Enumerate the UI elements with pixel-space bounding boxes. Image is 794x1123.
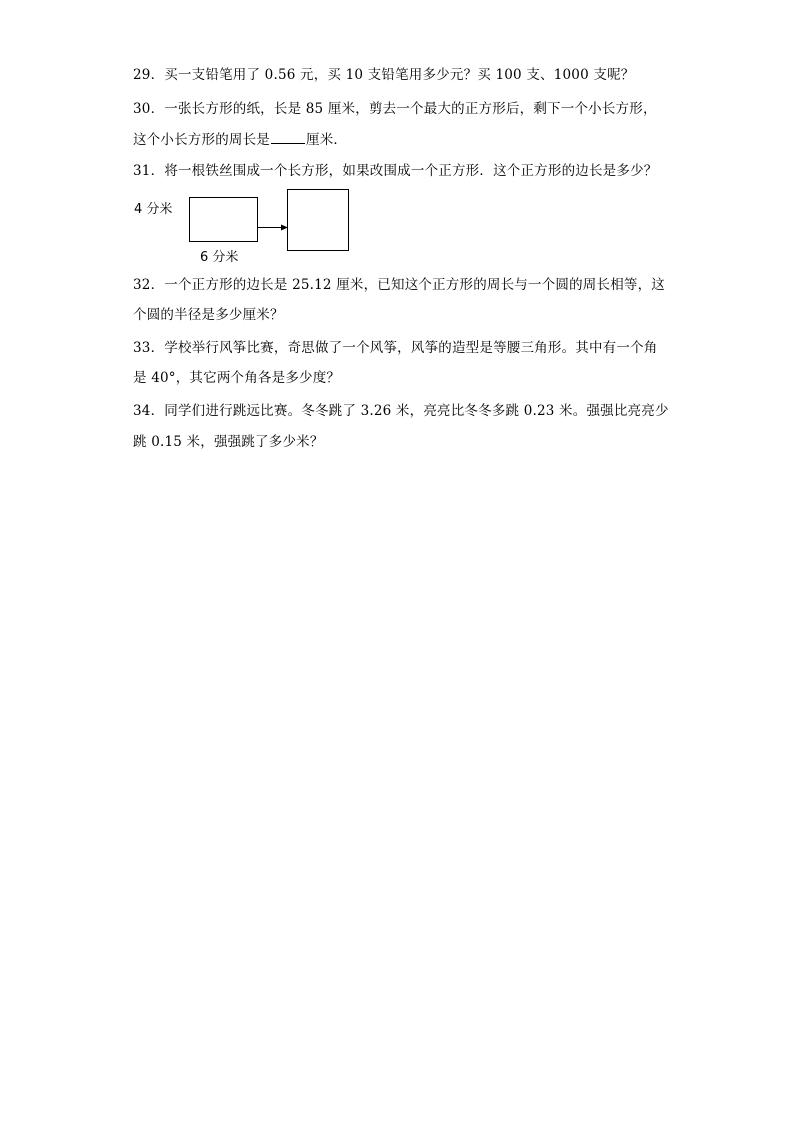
question-34-text-1: 34．同学们进行跳远比赛。冬冬跳了 3.26 米，亮亮比冬冬多跳 0.23 米。强强比亮亮少 — [133, 403, 669, 419]
answer-blank[interactable] — [271, 131, 305, 144]
question-34-line-1 — [133, 402, 669, 420]
figure-drawing — [130, 186, 370, 268]
question-34-text-2: 跳 0.15 米，强强跳了多少米？ — [133, 434, 324, 450]
question-33-text-1: 33．学校举行风筝比赛，奇思做了一个风筝，风筝的造型是等腰三角形。其中有一个角 — [133, 340, 658, 356]
question-33-line-1 — [133, 339, 657, 357]
question-29 — [133, 66, 634, 84]
question-32-text-2: 个圆的半径是多少厘米？ — [133, 307, 284, 323]
question-32-line-1 — [133, 276, 665, 294]
rectangle-to-square-figure — [130, 186, 370, 268]
question-30-line-1 — [133, 100, 657, 118]
question-30-text-1: 30．一张长方形的纸，长是 85 厘米，剪去一个最大的正方形后，剩下一个小长方形， — [133, 101, 657, 117]
question-32-text-1: 32．一个正方形的边长是 25.12 厘米，已知这个正方形的周长与一个圆的周长相等，这 — [133, 277, 666, 293]
rectangle-width-label: 4 分米 — [134, 202, 173, 217]
question-33-text-2: 是 40°，其它两个角各是多少度？ — [133, 370, 341, 386]
question-29-text: 29．买一支铅笔用了 0.56 元，买 10 支铅笔用多少元？买 100 支、1000 支呢？ — [133, 67, 635, 83]
square-shape — [288, 190, 349, 251]
question-30-line-2 — [133, 131, 347, 149]
question-32-line-2 — [133, 306, 284, 324]
rectangle-shape — [190, 198, 258, 242]
question-31 — [133, 162, 657, 180]
arrow-head-icon — [281, 225, 288, 231]
question-30-text-2a: 这个小长方形的周长是 — [133, 132, 270, 148]
rectangle-length-label: 6 分米 — [200, 250, 239, 265]
question-30-text-2b: 厘米． — [306, 132, 348, 148]
question-33-line-2 — [133, 369, 340, 387]
question-34-line-2 — [133, 433, 324, 451]
question-31-text: 31．将一根铁丝围成一个长方形，如果改围成一个正方形．这个正方形的边长是多少？ — [133, 163, 658, 179]
